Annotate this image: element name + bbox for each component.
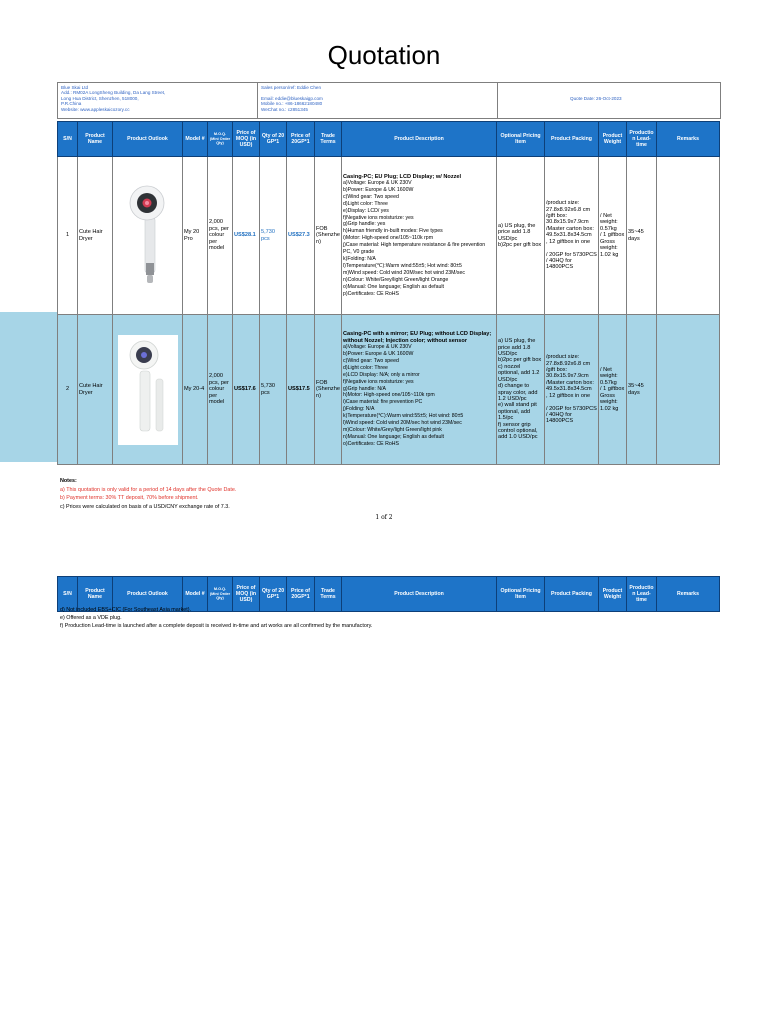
cell-moq: 2,000 pcs, per colour per model bbox=[208, 315, 233, 465]
page-number: 1 of 2 bbox=[375, 514, 393, 521]
cell-remarks bbox=[657, 157, 720, 315]
description-body: a)Voltage: Europe & UK 230V b)Power: Europe & UK 1600W c)Wind gear: Two speed d)Light color: Three e)Display: LCD/ yes f)Negative ions moisturize: yes g)Grip handle: yes h)Human friendly in-built modes: Five types i)Motor: High-speed one/105~110k rpm j)Case material: High temperature resistance & fire prevention PC, V0 grade k)Folding: N/A l)Temperature(℃):Warm wind:55±5; Hot wind: 80±5 m)Wind speed: Cold wind 20M/sec hot wind 23M/sec n)Colour: White/Grey/light Green/light Orange o)Manual: One language; English as default p)Certificates: CE RoHS bbox=[343, 180, 486, 297]
cell-packing: /product size: 27.8x8.92x6.8 cm /gift box: 30.8x15.9x7.9cm /Master carton box: 49.5x31.8x34.5cm , 12 giftbox in one / 20GP for 5730PCS / 40HQ for 14800PCS bbox=[545, 315, 599, 465]
header-remarks: Remarks bbox=[657, 577, 720, 612]
header-moq: M.O.Q. (Mini Order Qty) bbox=[208, 122, 233, 157]
cell-lead-time: 35~45 days bbox=[627, 315, 657, 465]
company-address-line: Add.: RM02A LongSheng Building, Da Lang Street, bbox=[61, 90, 166, 96]
header-product-outlook: Product Outlook bbox=[113, 122, 183, 157]
header-price-moq: Price of MOQ (in USD) bbox=[233, 122, 260, 157]
product-photo bbox=[114, 335, 181, 445]
header-remarks: Remarks bbox=[657, 122, 720, 157]
cell-price-20gp: US$27.3 bbox=[287, 157, 315, 315]
description-body: a)Voltage: Europe & UK 230V b)Power: Europe & UK 1600W c)Wind gear: Two speed d)Light color: Three e)LCD Display: N/A; only a mirror f)Negative ions moisturize: yes g)Grip handle: N/A h)Motor: High-speed one/105~110k rpm i)Case material: fire prevention PC j)Folding: N/A k)Temperature(℃):Warm wind:55±5; Hot wind: 80±5 l)Wind speed: Cold wind 20M/sec hot wind 23M/sec m)Colour: White/Grey/light Green/light pink n)Manual: One language; English as default o)Certificates: CE RoHS bbox=[343, 344, 464, 447]
header-product-name: Product Name bbox=[78, 122, 113, 157]
contact-wechat: WeChat no.: c2851345 bbox=[261, 106, 308, 112]
header-description: Product Description bbox=[342, 577, 497, 612]
cell-optional-pricing: a) US plug, the price add 1.8 USD/pc b)2pc per gift box bbox=[497, 157, 545, 315]
cell-weight: / Net weight: 0.57kg / 1 giftbox Gross weight: 1.02 kg bbox=[599, 315, 627, 465]
cell-product-name: Cute Hair Dryer bbox=[78, 315, 113, 465]
header-product-name: Product Name bbox=[78, 577, 113, 612]
header-weight: Product Weight bbox=[599, 577, 627, 612]
note-exchange-rate: c) Prices were calculated on basis of a USD/CNY exchange rate of 7.3. bbox=[60, 503, 230, 510]
cell-description bbox=[342, 315, 497, 465]
cell-price-20gp: US$17.5 bbox=[287, 315, 315, 465]
header-lead-time: Productio n Lead-time bbox=[627, 122, 657, 157]
cell-sn: 1 bbox=[58, 157, 78, 315]
cell-trade-terms: FOB (Shenzhe n) bbox=[315, 315, 342, 465]
table-row bbox=[58, 157, 720, 315]
product-photo bbox=[114, 181, 181, 291]
cell-model: My 20-4 bbox=[183, 315, 208, 465]
contact-mobile: Mobile no.: +86-18662180480 bbox=[261, 101, 323, 107]
sales-person: Sales person/ref: Eddie Chen bbox=[261, 85, 322, 90]
cell-price-moq: US$17.6 bbox=[233, 315, 260, 465]
cell-description bbox=[342, 157, 497, 315]
note-payment-terms: b) Payment terms: 30% TT deposit, 70% before shipment. bbox=[60, 495, 199, 502]
note-validity: a) This quotation is only valid for a period of 14 days after the Quote Date. bbox=[60, 486, 237, 493]
cell-sn: 2 bbox=[58, 315, 78, 465]
header-description: Product Description bbox=[342, 122, 497, 157]
cell-price-moq: US$28.1 bbox=[233, 157, 260, 315]
company-website: Website: www.appleskaicozory.cc bbox=[61, 106, 130, 112]
company-address bbox=[58, 83, 258, 118]
header-price-20gp: Price of 20GP*1 bbox=[287, 122, 315, 157]
cell-lead-time: 35~45 days bbox=[627, 157, 657, 315]
header-qty-20gp: Qty of 20 GP*1 bbox=[260, 577, 287, 612]
cell-remarks bbox=[657, 315, 720, 465]
table-row bbox=[58, 315, 720, 465]
header-sn: S/N bbox=[58, 577, 78, 612]
cell-model: My 20 Pro bbox=[183, 157, 208, 315]
company-address-line: P.R.China bbox=[61, 101, 82, 107]
header-weight: Product Weight bbox=[599, 122, 627, 157]
header-price-moq: Price of MOQ (in USD) bbox=[233, 577, 260, 612]
cell-product-outlook bbox=[113, 315, 183, 465]
cell-product-name: Cute Hair Dryer bbox=[78, 157, 113, 315]
table-header-row bbox=[58, 122, 720, 157]
contact-email: Email: eddie@blueskaigp.com bbox=[261, 95, 323, 101]
hair-dryer-image bbox=[125, 181, 171, 291]
header-moq: M.O.Q. (Mini Order Qty) bbox=[208, 577, 233, 612]
header-lead-time: Productio n Lead-time bbox=[627, 577, 657, 612]
company-name: Blue Skai Ltd bbox=[61, 85, 89, 90]
notes-continued bbox=[60, 606, 372, 630]
header-optional-pricing: Optional Pricing Item bbox=[497, 122, 545, 157]
header-trade-terms: Trade Terms bbox=[315, 122, 342, 157]
company-address-line: Long Hua District, Shenzhen, 518000, bbox=[61, 95, 139, 101]
header-sn: S/N bbox=[58, 122, 78, 157]
header-product-outlook: Product Outlook bbox=[113, 577, 183, 612]
header-trade-terms: Trade Terms bbox=[315, 577, 342, 612]
quotation-table bbox=[57, 121, 720, 465]
cell-trade-terms: FOB (Shenzhe n) bbox=[315, 157, 342, 315]
cell-weight: / Net weight: 0.57kg / 1 giftbox Gross weight: 1.02 kg bbox=[599, 157, 627, 315]
company-info-box bbox=[57, 82, 721, 119]
quote-date-cell bbox=[498, 83, 720, 118]
quote-date: Quote Date: 26-Oct-2023 bbox=[570, 96, 622, 101]
notes-section bbox=[60, 477, 236, 511]
contact-info bbox=[258, 83, 498, 118]
cell-packing: /product size: 27.8x8.92x6.8 cm /gift box: 30.8x15.9x7.9cm /Master carton box: 49.5x31.8x34.5cm , 12 giftbox in one / 20GP for 5730PCS / 40HQ for 14800PCS bbox=[545, 157, 599, 315]
cell-moq: 2,000 pcs, per colour per model bbox=[208, 157, 233, 315]
header-optional-pricing: Optional Pricing Item bbox=[497, 577, 545, 612]
cell-qty-20gp: 5,730 pcs bbox=[260, 157, 287, 315]
cell-qty-20gp: 5,730 pcs bbox=[260, 315, 287, 465]
notes-heading: Notes: bbox=[60, 478, 77, 484]
row-highlight-margin bbox=[0, 312, 57, 462]
header-qty-20gp: Qty of 20 GP*1 bbox=[260, 122, 287, 157]
cell-product-outlook bbox=[113, 157, 183, 315]
page-title: Quotation bbox=[327, 40, 441, 70]
note-vde-plug: e) Offered as a VDE plug. bbox=[60, 615, 122, 621]
header-packing: Product Packing bbox=[545, 122, 599, 157]
note-lead-time: f) Production Lead-time is launched after a complete deposit is received in-time and art works are all confirmed by the manufactory. bbox=[60, 623, 373, 629]
header-price-20gp: Price of 20GP*1 bbox=[287, 577, 315, 612]
cell-optional-pricing: a) US plug, the price add 1.8 USD/pc b)2pc per gift box c) nozzel optional, add 1.2 USD/pc d) change to spray color, add 1.2 USD/pc e) wall stand pit optional, add 1.5/pc f) sensor grip control optional, add 1.0 USD/pc bbox=[497, 315, 545, 465]
description-title: Casing-PC with a mirror; EU Plug; without LCD Display; without Nozzel; Injection color; without sensor bbox=[343, 331, 492, 344]
header-packing: Product Packing bbox=[545, 577, 599, 612]
hair-dryer-image bbox=[118, 335, 178, 445]
description-title: Casing-PC; EU Plug; LCD Display; w/ Nozzel bbox=[343, 173, 462, 180]
note-ebs-cic: d) Not included EBS+CIC (For Southeast Asia market). bbox=[60, 607, 192, 613]
header-model: Model # bbox=[183, 122, 208, 157]
header-model: Model # bbox=[183, 577, 208, 612]
